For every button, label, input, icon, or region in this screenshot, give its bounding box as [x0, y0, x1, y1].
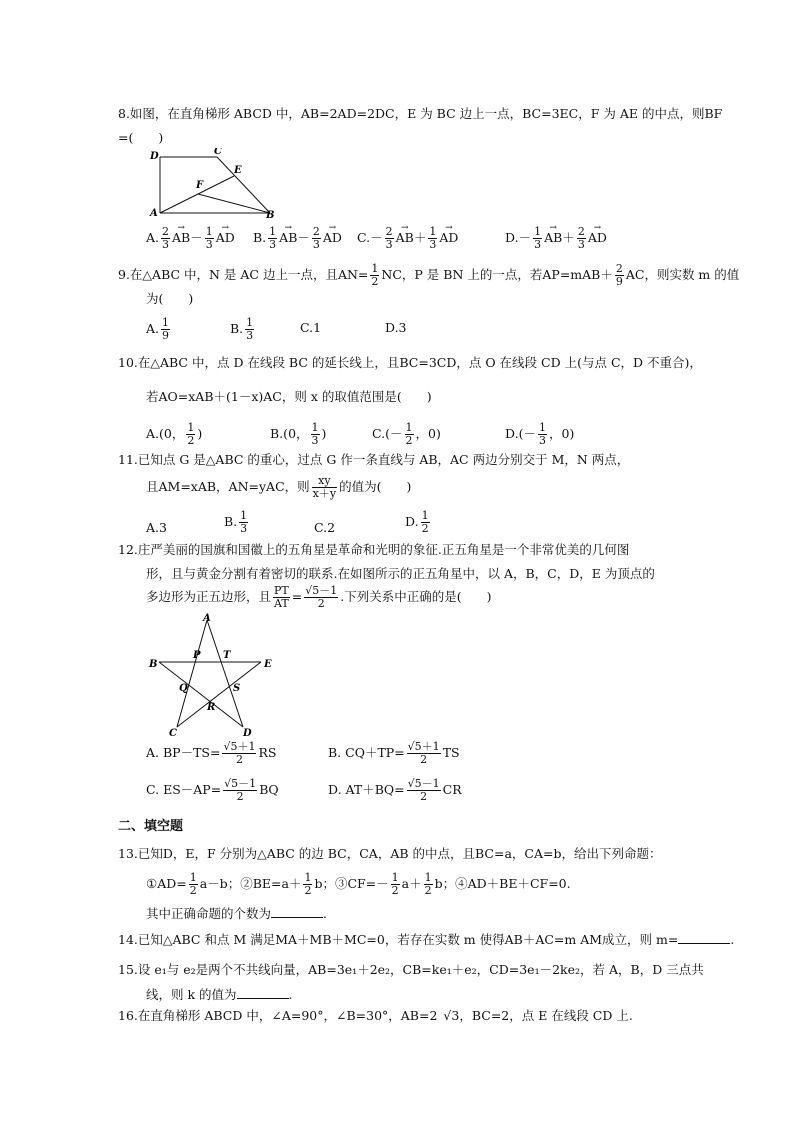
q9-stem-line1: 9.在△ABC 中，N 是 AC 边上一点，且AN= $\frac{1}{2}$ NC，P 是 BN 上的一点，若AP=mAB＋ $\frac{2}{9}$ AC，则实数 m 的值 [118, 262, 740, 288]
q11-stem-line1: 11.已知点 G 是△ABC 的重心，过点 G 作一条直线与 AB，AC 两边分别交于 M，N 两点， [118, 452, 630, 467]
q12-label-b: B [149, 659, 158, 670]
q10-option-b: B.(0， $\frac{1}{3}$ ) [270, 421, 327, 447]
q11-option-c: C.2 [314, 520, 336, 535]
q12-label-e: E [264, 659, 272, 670]
q11-option-b: B. $\frac{1}{3}$ [224, 509, 248, 535]
q13-answer-blank[interactable] [271, 905, 323, 918]
q14-stem: 14.已知△ABC 和点 M 满足MA＋MB＋MC=0，若存在实数 m 使得AB＋AC=m AM成立，则 m= . [118, 932, 735, 947]
q11-option-d: D. $\frac{1}{2}$ [405, 509, 429, 535]
q8-label-c: C [214, 148, 222, 157]
q12-pentagram-figure [143, 612, 283, 738]
q12-option-b: B. CQ＋TP= $\frac{√5+1}{2}$ TS [328, 740, 460, 766]
q15-stem-line2: 线，则 k 的值为 . [146, 987, 293, 1002]
q13-stem-line1: 13.已知D，E，F 分别为△ABC 的边 BC，CA，AB 的中点，且BC=a，CA=b，给出下列命题： [118, 846, 662, 861]
q15-answer-blank[interactable] [237, 986, 289, 999]
q12-option-a: A. BP－TS= $\frac{√5+1}{2}$ RS [146, 740, 277, 766]
q12-label-c: C [169, 728, 177, 738]
q12-label-r: R [207, 702, 216, 713]
q8-label-b: B [266, 210, 275, 220]
q11-stem-line2: 且AM=xAB，AN=yAC，则 $\frac{xy}{x+y}$ 的值为( ) [146, 474, 412, 500]
q11-option-a: A.3 [146, 520, 167, 535]
q10-option-a: A.(0， $\frac{1}{2}$ ) [146, 421, 203, 447]
q10-stem-line1: 10.在△ABC 中，点 D 在线段 BC 的延长线上，且BC=3CD，点 O 在线段 CD 上(与点 C，D 不重合)， [118, 355, 702, 370]
q12-stem-line3: 多边形为正五边形，且 $\frac{PT}{AT}$ = $\frac{√5-1}{2}$ .下列关系中正确的是( ) [146, 584, 492, 610]
q8-label-f: F [196, 180, 204, 191]
q9-option-d: D.3 [385, 320, 407, 335]
q16-stem: 16.在直角梯形 ABCD 中，∠A=90°，∠B=30°，AB=2 √3，BC=2，点 E 在线段 CD 上. [118, 1008, 633, 1023]
section-fill-in-heading: 二、填空题 [118, 819, 184, 834]
q9-option-c: C.1 [300, 320, 322, 335]
q8-label-e: E [234, 165, 242, 176]
q13-propositions: ①AD= $\frac{1}{2}$ a－b；②BE=a＋ $\frac{1}{2}$ b；③CF=－ $\frac{1}{2}$ a＋ $\frac{1}{2}$ b；④AD＋BE＋CF=0. [146, 871, 571, 897]
q8-stem-line1: 8.如图，在直角梯形 ABCD 中，AB=2AD=2DC，E 为 BC 边上一点，BC=3EC，F 为 AE 的中点，则BF [118, 106, 723, 121]
q8-stem-line2: =( ) [118, 130, 164, 145]
q12-option-d: D. AT＋BQ= $\frac{√5-1}{2}$ CR [328, 777, 462, 803]
q12-label-d: D [243, 728, 252, 738]
q8-option-a: A. $\frac{2}{3}$ → AB－ $\frac{1}{3}$ → AD [146, 226, 235, 251]
q12-label-a: A [203, 613, 211, 624]
q14-answer-blank[interactable] [678, 931, 730, 944]
q12-label-p: P [193, 650, 201, 661]
q13-stem-line3: 其中正确命题的个数为 . [146, 906, 327, 921]
q8-option-c: C.－ $\frac{2}{3}$ → AB＋ $\frac{1}{3}$ → AD [357, 226, 458, 251]
q9-stem-line2: 为( ) [146, 291, 194, 306]
q8-trapezoid-figure [144, 148, 279, 220]
q12-label-t: T [223, 650, 231, 661]
q10-stem-line2: 若AO=xAB＋(1－x)AC，则 x 的取值范围是( ) [146, 389, 432, 404]
q10-option-d: D.(－ $\frac{1}{3}$ ，0) [505, 421, 575, 447]
q8-option-b: B. $\frac{1}{3}$ → AB－ $\frac{2}{3}$ → AD [253, 226, 342, 251]
q12-stem-line1: 12.庄严美丽的国旗和国徽上的五角星是革命和光明的象征.正五角星是一个非常优美的几何图 [118, 542, 630, 557]
q8-option-d: D.－ $\frac{1}{3}$ → AB＋ $\frac{2}{3}$ → AD [505, 226, 607, 251]
q12-stem-line2: 形，且与黄金分割有着密切的联系.在如图所示的正五角星中，以 A，B，C，D，E 为顶点的 [146, 566, 655, 581]
q12-label-s: S [233, 683, 241, 694]
q12-option-c: C. ES－AP= $\frac{√5-1}{2}$ BQ [146, 777, 279, 803]
q15-stem-line1: 15.设 e₁与 e₂是两个不共线向量，AB=3e₁＋2e₂，CB=ke₁＋e₂，CD=3e₁－2ke₂，若 A，B，D 三点共 [118, 962, 704, 977]
q9-option-b: B. $\frac{1}{3}$ [230, 316, 254, 342]
q12-label-q: Q [179, 683, 188, 694]
q9-option-a: A. $\frac{1}{9}$ [146, 316, 170, 342]
q10-option-c: C.(－ $\frac{1}{2}$ ，0) [372, 421, 441, 447]
q8-label-d: D [150, 151, 159, 162]
q8-label-a: A [150, 208, 158, 219]
